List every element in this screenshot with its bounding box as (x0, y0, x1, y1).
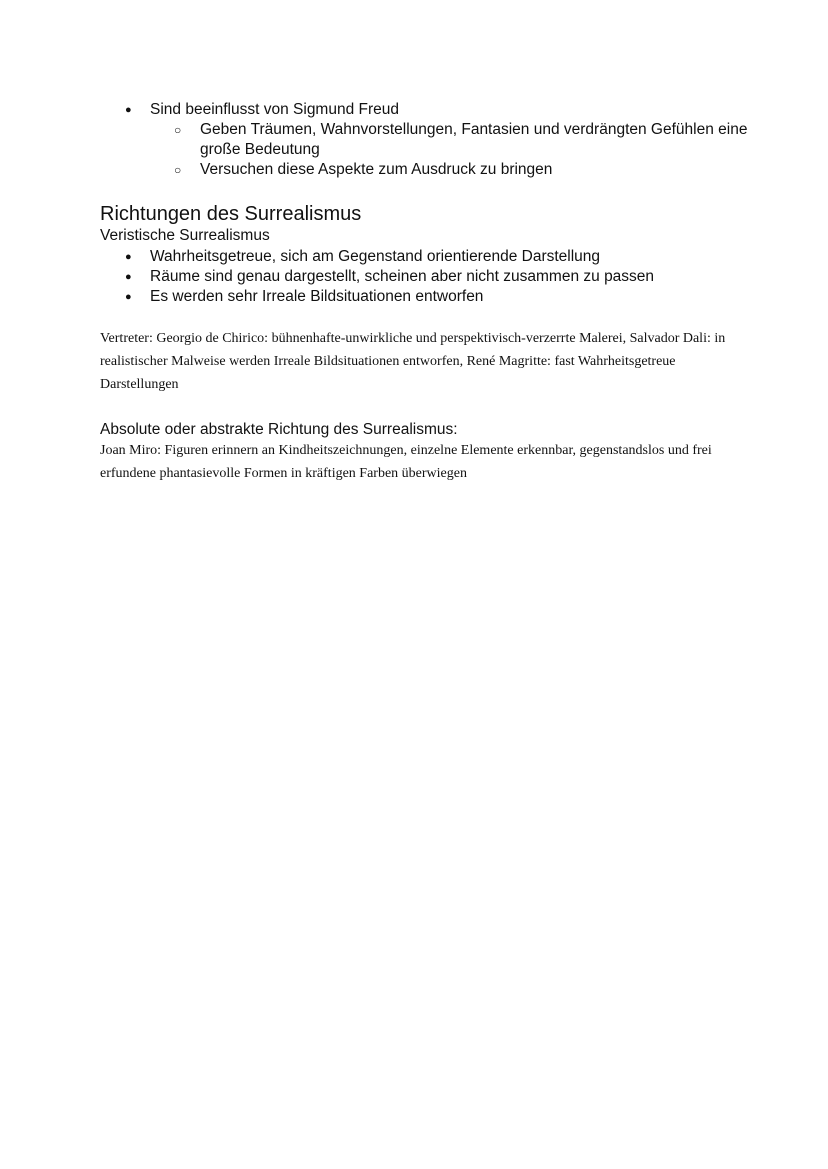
sub-bullet-expression: ○ Versuchen diese Aspekte zum Ausdruck zu bringen (200, 160, 760, 180)
bullet-irreale: ● Es werden sehr Irreale Bildsituationen entworfen (150, 287, 483, 307)
paragraph-vertreter: Vertreter: Georgio de Chirico: bühnenhafte-unwirkliche und perspektivisch-verzerrte Malerei, Salvador Dali: in realistischer Malweise werden Irreale Bildsituationen entworfen, René Magritte: fast Wahrheitsgetreue Darstellungen (100, 331, 726, 392)
bullet-wahrheitsgetreue: ● Wahrheitsgetreue, sich am Gegenstand orientierende Darstellung (150, 247, 600, 267)
subheading-veristisch: Veristische Surrealismus (100, 227, 270, 244)
sub-bullet-dreams: ○ Geben Träumen, Wahnvorstellungen, Fantasien und verdrängten Gefühlen eine große Bedeutung (200, 120, 760, 160)
bullet-freud: ● Sind beeinflusst von Sigmund Freud (150, 100, 399, 120)
bullet-raeume: ● Räume sind genau dargestellt, scheinen aber nicht zusammen zu passen (150, 267, 654, 287)
heading-richtungen: Richtungen des Surrealismus (100, 203, 362, 225)
heading-absolute: Absolute oder abstrakte Richtung des Surrealismus: (100, 421, 458, 438)
paragraph-miro: Joan Miro: Figuren erinnern an Kindheitszeichnungen, einzelne Elemente erkennbar, gegenstandslos und frei erfundene phantasievolle Formen in kräftigen Farben überwiegen (100, 443, 712, 481)
